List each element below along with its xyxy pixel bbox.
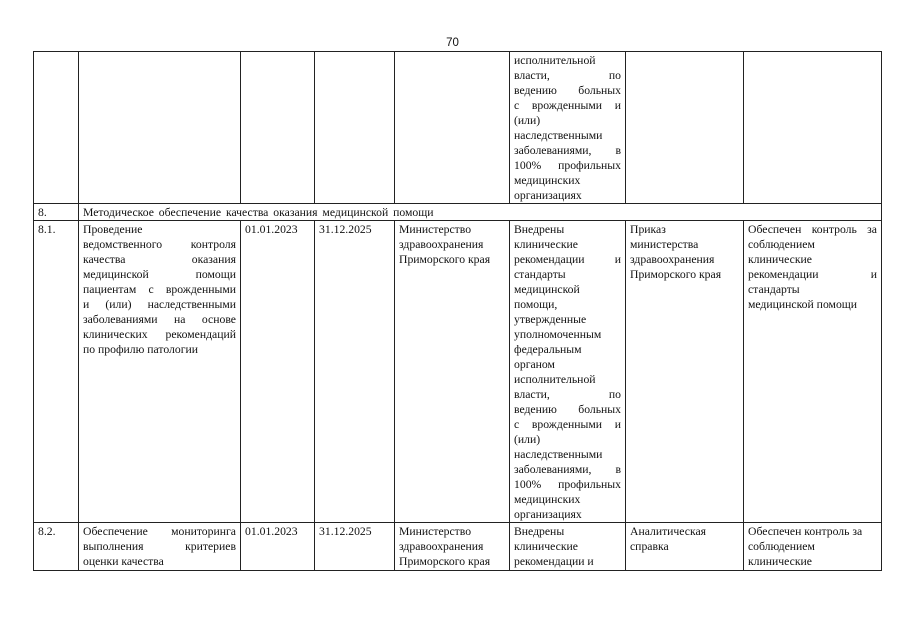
cell-document: [626, 221, 744, 523]
cell-executor: [395, 52, 510, 204]
cell-name: [79, 221, 241, 523]
text-line: медицинской помощи: [83, 268, 236, 281]
text-line: медицинских: [514, 493, 581, 506]
cell-result: [510, 221, 626, 523]
text-line: помощи,: [514, 298, 558, 311]
text-line: Обеспечен контроль за: [748, 223, 877, 236]
text-line: клинических рекомендаций: [83, 328, 236, 341]
cell-result: [510, 523, 626, 571]
cell-executor: [395, 523, 510, 571]
text-line: с врожденными и: [514, 418, 621, 431]
cell-indicator: [744, 221, 882, 523]
text-line: рекомендации и: [514, 253, 621, 266]
cell-indicator: [744, 52, 882, 204]
text-line: клинические: [748, 555, 812, 568]
text-line: Внедрены: [514, 223, 565, 236]
text-line: с врожденными и: [514, 99, 621, 112]
text-line: здравоохранения: [630, 253, 715, 266]
cell-num: 8.1.: [34, 221, 79, 523]
table-row-continuation: [34, 52, 882, 204]
text-line: ведению больных: [514, 403, 621, 416]
cell-document: [626, 52, 744, 204]
text-line: Приказ: [630, 223, 666, 236]
text-line: Обеспечение мониторинга: [83, 525, 236, 538]
text-line: Внедрены: [514, 525, 565, 538]
cell-name: [79, 523, 241, 571]
text-line: соблюдением: [748, 238, 815, 251]
page-number: 70: [446, 37, 459, 49]
text-line: Приморского края: [630, 268, 722, 281]
text-line: исполнительной: [514, 373, 596, 386]
text-line: здравоохранения: [399, 540, 484, 553]
text-line: органом: [514, 358, 555, 371]
text-line: Министерство: [399, 525, 472, 538]
text-line: (или): [514, 114, 541, 127]
text-line: по профилю патологии: [83, 343, 199, 356]
text-line: здравоохранения: [399, 238, 484, 251]
text-line: справка: [630, 540, 669, 553]
text-line: 100% профильных: [514, 159, 621, 172]
text-line: медицинской: [514, 283, 580, 296]
text-line: уполномоченным: [514, 328, 602, 341]
text-line: пациентам с врожденными: [83, 283, 236, 296]
cell-indicator: [744, 523, 882, 571]
section-row: [34, 204, 882, 221]
text-line: Проведение: [83, 223, 143, 236]
text-line: ведению больных: [514, 84, 621, 97]
cell-end: 31.12.2025: [315, 221, 395, 523]
text-line: клинические: [748, 253, 812, 266]
plan-table: [33, 51, 882, 571]
text-line: федеральным: [514, 343, 582, 356]
text-line: медицинских: [514, 174, 581, 187]
cell-executor: [395, 221, 510, 523]
text-line: Обеспечен контроль за: [748, 525, 863, 538]
cell-document: [626, 523, 744, 571]
text-line: качества оказания: [83, 253, 236, 266]
cell-num: 8.2.: [34, 523, 79, 571]
text-line: наследственными: [514, 129, 603, 142]
text-line: рекомендации и: [748, 268, 877, 281]
text-line: исполнительной: [514, 54, 596, 67]
text-line: Приморского края: [399, 253, 491, 266]
text-line: стандарты: [748, 283, 800, 296]
text-line: и (или) наследственными: [83, 298, 236, 311]
text-line: оценки качества: [83, 555, 164, 568]
text-line: Министерство: [399, 223, 472, 236]
text-line: власти, по: [514, 69, 621, 82]
cell-end: 31.12.2025: [315, 523, 395, 571]
text-line: 100% профильных: [514, 478, 621, 491]
table-row: [34, 221, 882, 523]
text-line: организациях: [514, 189, 582, 202]
text-line: клинические: [514, 238, 578, 251]
text-line: заболеваниями на основе: [83, 313, 236, 326]
text-line: соблюдением: [748, 540, 815, 553]
text-line: заболеваниями, в: [514, 144, 621, 157]
text-line: Приморского края: [399, 555, 491, 568]
cell-start: [241, 52, 315, 204]
cell-num: [34, 52, 79, 204]
text-line: стандарты: [514, 268, 566, 281]
text-line: клинические: [514, 540, 578, 553]
cell-start: 01.01.2023: [241, 523, 315, 571]
text-line: рекомендации и: [514, 555, 594, 568]
text-line: (или): [514, 433, 541, 446]
table-row: [34, 523, 882, 571]
text-line: выполнения критериев: [83, 540, 236, 553]
text-line: утвержденные: [514, 313, 587, 326]
text-line: заболеваниями, в: [514, 463, 621, 476]
cell-start: 01.01.2023: [241, 221, 315, 523]
cell-name: [79, 52, 241, 204]
text-line: министерства: [630, 238, 699, 251]
cell-result: [510, 52, 626, 204]
text-line: Аналитическая: [630, 525, 707, 538]
text-line: медицинской помощи: [748, 298, 858, 311]
section-number: 8.: [34, 204, 79, 221]
section-title: Методическое обеспечение качества оказания медицинской помощи: [79, 204, 882, 221]
cell-end: [315, 52, 395, 204]
text-line: власти, по: [514, 388, 621, 401]
text-line: наследственными: [514, 448, 603, 461]
text-line: ведомственного контроля: [83, 238, 236, 251]
text-line: организациях: [514, 508, 582, 521]
